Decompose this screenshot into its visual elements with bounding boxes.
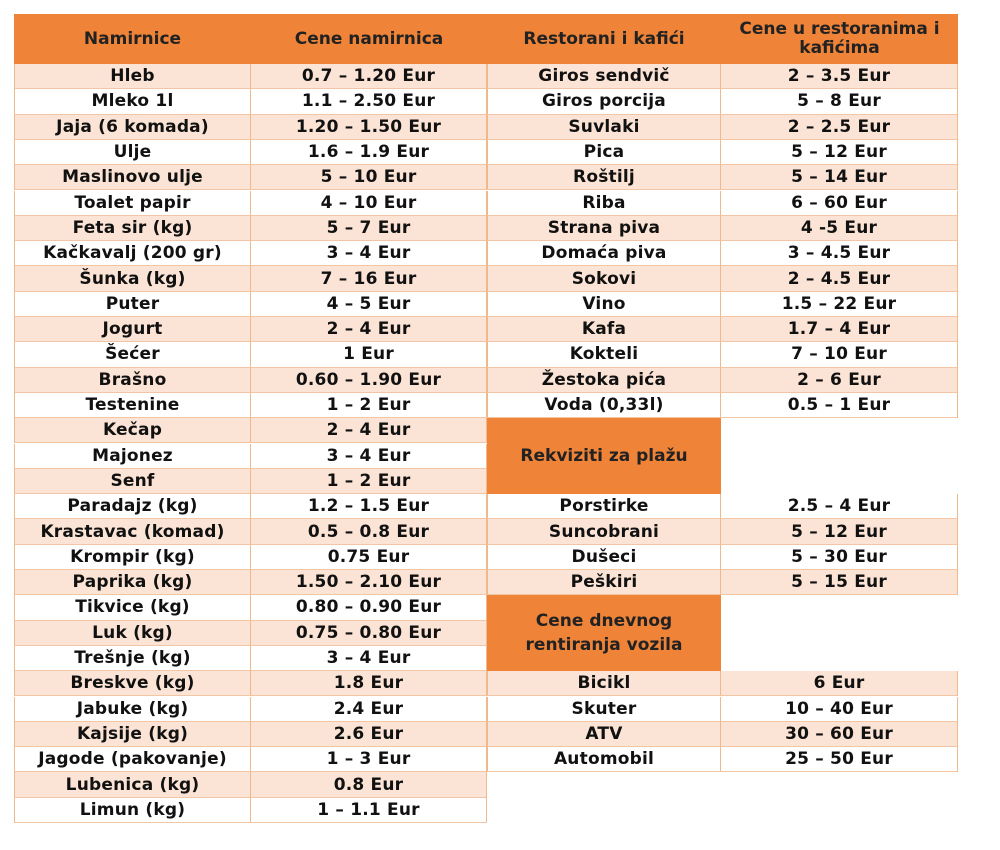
restaurant-item-name: Kafa (487, 317, 721, 342)
grocery-price: 5 – 7 Eur (251, 216, 487, 241)
grocery-price: 3 – 4 Eur (251, 241, 487, 266)
grocery-price: 4 – 10 Eur (251, 191, 487, 216)
restaurant-item-price: 1.7 – 4 Eur (721, 317, 958, 342)
grocery-name: Kačkavalj (200 gr) (14, 241, 251, 266)
grocery-price: 1.1 – 2.50 Eur (251, 89, 487, 114)
grocery-name: Brašno (14, 368, 251, 393)
grocery-price: 1.6 – 1.9 Eur (251, 140, 487, 165)
rental-vehicle-price: 25 – 50 Eur (721, 747, 958, 772)
rental-vehicle-name: ATV (487, 722, 721, 747)
grocery-name: Senf (14, 469, 251, 494)
grocery-name: Maslinovo ulje (14, 165, 251, 190)
beach-item-name: Porstirke (487, 494, 721, 519)
grocery-name: Toalet papir (14, 191, 251, 216)
beach-item-name: Peškiri (487, 570, 721, 595)
grocery-name: Feta sir (kg) (14, 216, 251, 241)
restaurant-item-price: 5 – 12 Eur (721, 140, 958, 165)
grocery-price: 5 – 10 Eur (251, 165, 487, 190)
grocery-price: 1.20 – 1.50 Eur (251, 115, 487, 140)
rental-vehicle-name: Bicikl (487, 671, 721, 696)
restaurant-item-price: 5 – 8 Eur (721, 89, 958, 114)
restaurant-item-name: Kokteli (487, 342, 721, 367)
grocery-name: Puter (14, 292, 251, 317)
beach-item-price: 5 – 12 Eur (721, 519, 958, 544)
restaurant-item-price: 6 – 60 Eur (721, 191, 958, 216)
grocery-name: Krastavac (komad) (14, 519, 251, 544)
grocery-name: Jagode (pakovanje) (14, 747, 251, 772)
grocery-price: 3 – 4 Eur (251, 444, 487, 469)
grocery-price: 0.8 Eur (251, 772, 487, 797)
beach-item-price: 2.5 – 4 Eur (721, 494, 958, 519)
restaurant-item-price: 1.5 – 22 Eur (721, 292, 958, 317)
restaurant-item-price: 2 – 4.5 Eur (721, 266, 958, 291)
grocery-name: Hleb (14, 64, 251, 89)
rental-section-header: Cene dnevnog rentiranja vozila (487, 595, 721, 671)
grocery-name: Limun (kg) (14, 798, 251, 823)
grocery-price: 2 – 4 Eur (251, 317, 487, 342)
grocery-price: 1 – 3 Eur (251, 747, 487, 772)
beach-item-name: Suncobrani (487, 519, 721, 544)
grocery-name: Luk (kg) (14, 621, 251, 646)
header-grocery-prices: Cene namirnica (251, 14, 487, 64)
grocery-price: 0.5 – 0.8 Eur (251, 519, 487, 544)
grocery-price: 1.50 – 2.10 Eur (251, 570, 487, 595)
beach-section-header: Rekviziti za plažu (487, 418, 721, 494)
rental-vehicle-name: Skuter (487, 697, 721, 722)
grocery-name: Testenine (14, 393, 251, 418)
beach-item-price: 5 – 30 Eur (721, 545, 958, 570)
grocery-price: 1 – 1.1 Eur (251, 798, 487, 823)
rental-vehicle-price: 30 – 60 Eur (721, 722, 958, 747)
restaurant-item-name: Giros sendvič (487, 64, 721, 89)
restaurant-item-name: Suvlaki (487, 115, 721, 140)
grocery-price: 1.8 Eur (251, 671, 487, 696)
grocery-price: 0.60 – 1.90 Eur (251, 368, 487, 393)
header-groceries: Namirnice (14, 14, 251, 64)
grocery-price: 4 – 5 Eur (251, 292, 487, 317)
grocery-name: Kečap (14, 418, 251, 443)
grocery-name: Majonez (14, 444, 251, 469)
grocery-price: 1 – 2 Eur (251, 393, 487, 418)
grocery-price: 1.2 – 1.5 Eur (251, 494, 487, 519)
grocery-price: 3 – 4 Eur (251, 646, 487, 671)
grocery-price: 2.4 Eur (251, 697, 487, 722)
grocery-price: 0.75 Eur (251, 545, 487, 570)
grocery-name: Trešnje (kg) (14, 646, 251, 671)
restaurant-item-name: Žestoka pića (487, 368, 721, 393)
restaurant-item-price: 2 – 6 Eur (721, 368, 958, 393)
grocery-name: Jabuke (kg) (14, 697, 251, 722)
restaurant-item-name: Voda (0,33l) (487, 393, 721, 418)
grocery-name: Breskve (kg) (14, 671, 251, 696)
grocery-price: 0.75 – 0.80 Eur (251, 621, 487, 646)
grocery-name: Jogurt (14, 317, 251, 342)
header-restaurants: Restorani i kafići (487, 14, 721, 64)
restaurant-item-name: Domaća piva (487, 241, 721, 266)
grocery-name: Šunka (kg) (14, 266, 251, 291)
grocery-price: 0.7 – 1.20 Eur (251, 64, 487, 89)
grocery-name: Paradajz (kg) (14, 494, 251, 519)
header-restaurant-prices: Cene u restoranima i kafićima (721, 14, 958, 64)
rental-vehicle-price: 6 Eur (721, 671, 958, 696)
grocery-name: Jaja (6 komada) (14, 115, 251, 140)
grocery-price: 1 – 2 Eur (251, 469, 487, 494)
rental-vehicle-name: Automobil (487, 747, 721, 772)
restaurant-item-name: Riba (487, 191, 721, 216)
restaurant-item-price: 4 -5 Eur (721, 216, 958, 241)
restaurant-item-price: 3 – 4.5 Eur (721, 241, 958, 266)
grocery-price: 2 – 4 Eur (251, 418, 487, 443)
restaurant-item-name: Strana piva (487, 216, 721, 241)
grocery-price: 1 Eur (251, 342, 487, 367)
grocery-price: 7 – 16 Eur (251, 266, 487, 291)
grocery-name: Mleko 1l (14, 89, 251, 114)
grocery-price: 0.80 – 0.90 Eur (251, 595, 487, 620)
grocery-name: Šećer (14, 342, 251, 367)
restaurant-item-name: Roštilj (487, 165, 721, 190)
restaurant-item-name: Sokovi (487, 266, 721, 291)
restaurant-item-price: 5 – 14 Eur (721, 165, 958, 190)
grocery-name: Paprika (kg) (14, 570, 251, 595)
grocery-name: Krompir (kg) (14, 545, 251, 570)
grocery-name: Lubenica (kg) (14, 772, 251, 797)
rental-vehicle-price: 10 – 40 Eur (721, 697, 958, 722)
restaurant-item-price: 0.5 – 1 Eur (721, 393, 958, 418)
restaurant-item-price: 2 – 2.5 Eur (721, 115, 958, 140)
grocery-name: Tikvice (kg) (14, 595, 251, 620)
grocery-name: Ulje (14, 140, 251, 165)
grocery-name: Kajsije (kg) (14, 722, 251, 747)
restaurant-item-name: Vino (487, 292, 721, 317)
beach-item-price: 5 – 15 Eur (721, 570, 958, 595)
restaurant-item-price: 2 – 3.5 Eur (721, 64, 958, 89)
beach-item-name: Dušeci (487, 545, 721, 570)
grocery-price: 2.6 Eur (251, 722, 487, 747)
restaurant-item-name: Pica (487, 140, 721, 165)
restaurant-item-price: 7 – 10 Eur (721, 342, 958, 367)
restaurant-item-name: Giros porcija (487, 89, 721, 114)
